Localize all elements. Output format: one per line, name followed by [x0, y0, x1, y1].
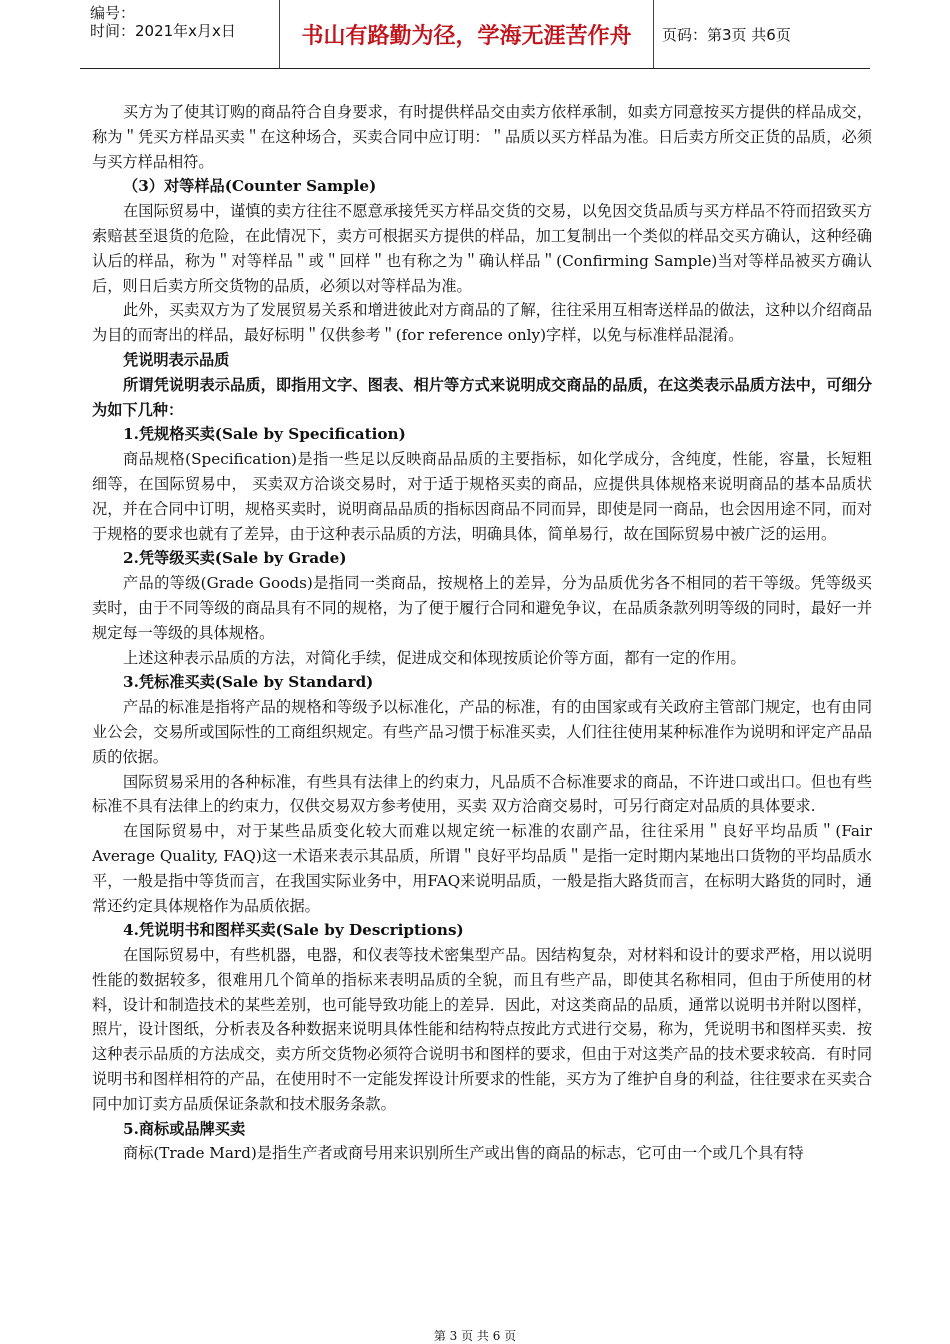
body-paragraph: 买方为了使其订购的商品符合自身要求，有时提供样品交由卖方依样承制，如卖方同意按买方提供的样品成交，称为＂凭买方样品买卖＂在这种场合，买卖合同中应订明：＂品质以买方样品为准。日后卖方所交正货的品质，必须与买方样品相符。 [92, 103, 872, 171]
body-paragraph: 上述这种表示品质的方法，对简化手续，促进成交和体现按质论价等方面，都有一定的作用。 [123, 648, 746, 667]
body-paragraph: 产品的等级(Grade Goods)是指同一类商品，按规格上的差异，分为品质优劣各不相同的若干等级。凭等级买卖时，由于不同等级的商品具有不同的规格，为了便于履行合同和避免争议，在品质条款列明等级的同时，最好一并规定每一等级的具体规格。 [92, 574, 872, 642]
body-paragraph: 所谓凭说明表示品质，即指用文字、图表、相片等方式来说明成交商品的品质，在这类表示品质方法中，可细分为如下几种： [92, 375, 872, 419]
header-motto: 书山有路勤为径，学海无涯苦作舟 [280, 0, 654, 68]
section-heading: （3）对等样品(Counter Sample) [123, 177, 377, 196]
body-paragraph: 商标(Trade Mard)是指生产者或商号用来识别所生产或出售的商品的标志，它可由一个或几个具有特 [123, 1144, 804, 1163]
header-page-info: 页码：第3页 共6页 [662, 25, 791, 44]
page-header [80, 0, 870, 69]
body-paragraph: 在国际贸易中，对于某些品质变化较大而难以规定统一标准的农副产品，往往采用＂良好平均品质＂(Fair Average Quality, FAQ)这一术语来表示其品质，所谓＂良好平均品质＂是指一定时期内某地出口货物的平均品质水平，一般是指中等货而言，在我国实际业务中，用FAQ来说明品质，一般是指大路货而言，在标明大路货的同时，通常还约定具体规格作为品质依据。 [92, 822, 872, 915]
document-body [92, 100, 872, 1166]
section-heading: 凭说明表示品质 [123, 350, 230, 369]
body-paragraph: 产品的标准是指将产品的规格和等级予以标准化，产品的标准，有的由国家或有关政府主管部门规定，也有由同业公会，交易所或国际性的工商组织规定。有些产品习惯于标准买卖，人们往往使用某种标准作为说明和评定产品品质的依据。 [92, 698, 872, 766]
section-heading: 3.凭标准买卖(Sale by Standard) [123, 673, 374, 692]
page-footer: 第 3 页 共 6 页 [433, 1329, 517, 1343]
body-paragraph: 在国际贸易中，有些机器，电器，和仪表等技术密集型产品。因结构复杂，对材料和设计的要求严格，用以说明性能的数据较多，很难用几个简单的指标来表明品质的全貌，而且有些产品，即使其名称相同，但由于所使用的材料，设计和制造技术的某些差别，也可能导致功能上的差异．因此，对这类商品的品质，通常以说明书并附以图样，照片，设计图纸，分析表及各种数据来说明具体性能和结构特点按此方式进行交易，称为，凭说明书和图样买卖．按这种表示品质的方法成交，卖方所交货物必须符合说明书和图样的要求，但由于对这类产品的技术要求较高．有时同说明书和图样相符的产品，在使用时不一定能发挥设计所要求的性能，买方为了维护自身的利益，往往要求在买卖合同中加订卖方品质保证条款和技术服务条款。 [92, 946, 872, 1113]
body-paragraph: 国际贸易采用的各种标准，有些具有法律上的约束力，凡品质不合标准要求的商品，不许进口或出口。但也有些标准不具有法律上的约束力，仅供交易双方参考使用，买卖 双方洽商交易时，可另行商定对品质的具体要求. [92, 772, 872, 816]
section-heading: 5.商标或品牌买卖 [123, 1119, 246, 1138]
header-meta [80, 0, 280, 68]
body-paragraph: 商品规格(Specification)是指一些足以反映商品品质的主要指标，如化学成分，含纯度，性能，容量，长短粗细等，在国际贸易中， 买卖双方洽谈交易时，对于适于规格买卖的商品，应提供具体规格来说明商品的基本品质状况，并在合同中订明，规格买卖时，说明商品品质的指标因商品不同而异，即使是同一商品，也会因用途不同，而对于规格的要求也就有了差异，由于这种表示品质的方法，明确具体，简单易行，故在国际贸易中被广泛的运用。 [92, 450, 872, 543]
body-paragraph: 此外，买卖双方为了发展贸易关系和增进彼此对方商品的了解，往往采用互相寄送样品的做法，这种以介绍商品为目的而寄出的样品，最好标明＂仅供参考＂(for reference only)字样，以免与标准样品混淆。 [92, 301, 872, 345]
time-label: 时间：2021年x月x日 [90, 22, 236, 40]
section-heading: 4.凭说明书和图样买卖(Sale by Descriptions) [123, 921, 464, 940]
section-heading: 2.凭等级买卖(Sale by Grade) [123, 549, 347, 568]
number-label: 编号： [90, 4, 136, 22]
section-heading: 1.凭规格买卖(Sale by Specification) [123, 425, 406, 444]
body-paragraph: 在国际贸易中，谨慎的卖方往往不愿意承接凭买方样品交货的交易，以免因交货品质与买方样品不符而招致买方索赔甚至退货的危险，在此情况下，卖方可根据买方提供的样品，加工复制出一个类似的样品交买方确认，这种经确认后的样品，称为＂对等样品＂或＂回样＂也有称之为＂确认样品＂(Confirming Sample)当对等样品被买方确认后，则日后卖方所交货物的品质，必须以对等样品为准。 [92, 202, 872, 295]
